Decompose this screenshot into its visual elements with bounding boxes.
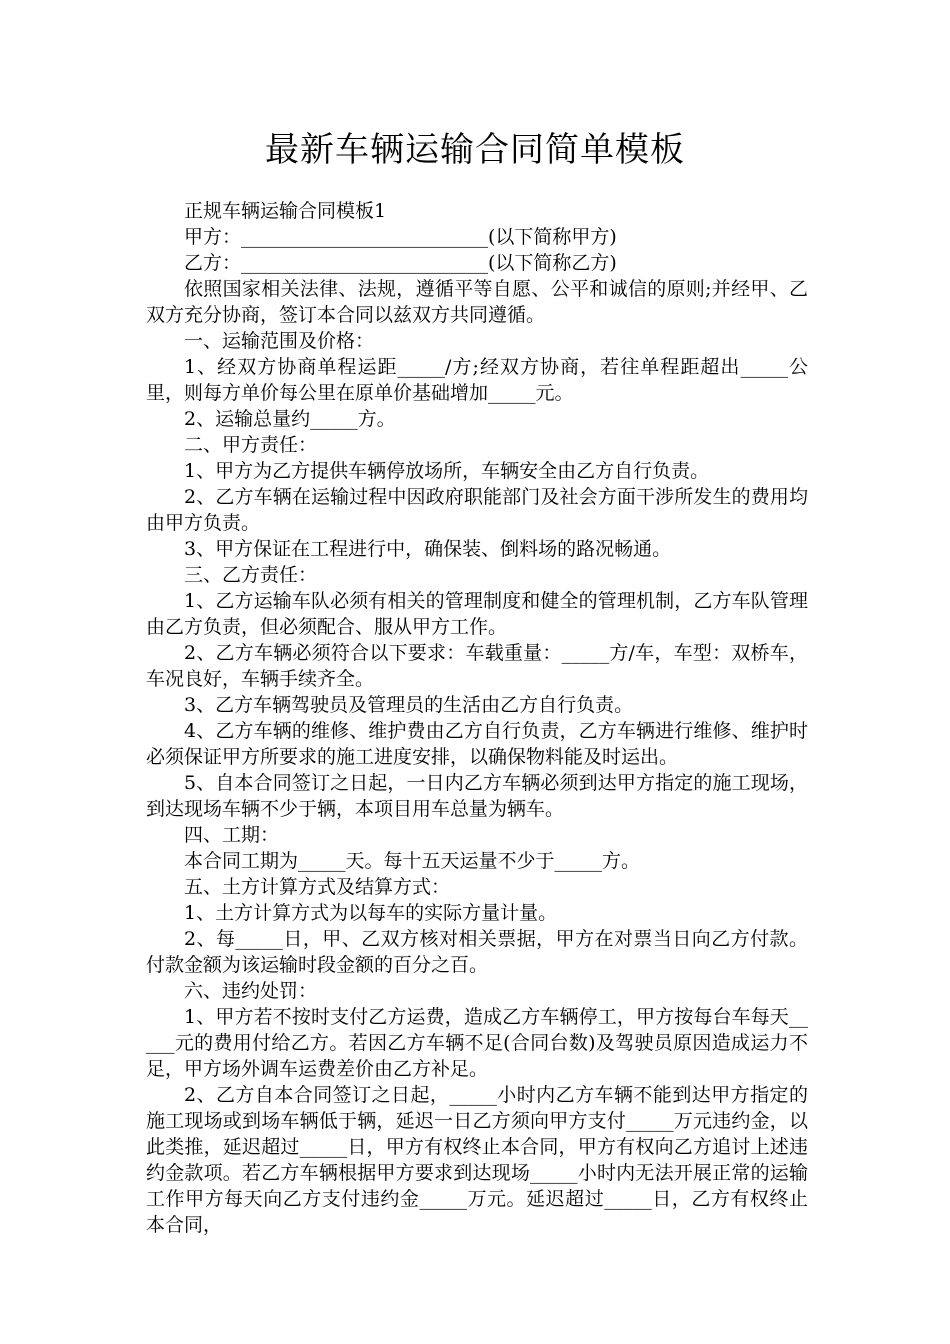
clause-paragraph: 4、乙方车辆的维修、维护费由乙方自行负责，乙方车辆进行维修、维护时必须保证甲方所要求的施工进度安排，以确保物料能及时运出。 — [146, 720, 808, 768]
clause-paragraph: 3、甲方保证在工程进行中，确保装、倒料场的路况畅通。 — [184, 538, 672, 560]
clause-paragraph: 1、经双方协商单程运距_____/方;经双方协商，若往单程距超出_____公里，则每方单价每公里在原单价基础增加_____元。 — [146, 356, 808, 404]
clause-paragraph: 2、乙方自本合同签订之日起，_____小时内乙方车辆不能到达甲方指定的施工现场或到场车辆低于辆，延迟一日乙方须向甲方支付_____万元违约金，以此类推，延迟超过_____日，甲方有权终止本合同，甲方有权向乙方追讨上述违约金款项。若乙方车辆根据甲方要求到达现场_____小时内无法开展正常的运输工作甲方每天向乙方支付违约金_____万元。延迟超过_____日，乙方有权终止本合同， — [146, 1084, 808, 1236]
subtitle: 正规车辆运输合同模板1 — [184, 200, 387, 222]
document-title: 最新车辆运输合同简单模板 — [265, 130, 685, 170]
clause-paragraph: 本合同工期为_____天。每十五天运量不少于_____方。 — [184, 850, 641, 872]
clause-paragraph: 2、运输总量约_____方。 — [184, 408, 396, 430]
clause-paragraph: 1、土方计算方式为以每车的实际方量计量。 — [184, 902, 558, 924]
clause-paragraph: 2、乙方车辆必须符合以下要求：车载重量：_____方/车，车型：双桥车，车况良好，车辆手续齐全。 — [146, 642, 808, 690]
clause-paragraph: 1、甲方若不按时支付乙方运费，造成乙方车辆停工，甲方按每台车每天_____元的费用付给乙方。若因乙方车辆不足(合同台数)及驾驶员原因造成运力不足，甲方场外调车运费差价由乙方补足。 — [146, 1006, 808, 1080]
section-heading-1: 一、运输范围及价格： — [184, 330, 375, 352]
section-heading-6: 六、违约处罚： — [184, 980, 318, 1002]
clause-paragraph: 5、自本合同签订之日起，一日内乙方车辆必须到达甲方指定的施工现场，到达现场车辆不少于辆，本项目用车总量为辆车。 — [146, 772, 808, 820]
party-a-line: 甲方：__________________________(以下简称甲方) — [184, 226, 617, 248]
clause-paragraph: 1、乙方运输车队必须有相关的管理制度和健全的管理机制，乙方车队管理由乙方负责，但必须配合、服从甲方工作。 — [146, 590, 808, 638]
clause-paragraph: 2、每_____日，甲、乙双方核对相关票据，甲方在对票当日向乙方付款。付款金额为该运输时段金额的百分之百。 — [146, 928, 808, 976]
clause-paragraph: 2、乙方车辆在运输过程中因政府职能部门及社会方面干涉所发生的费用均由甲方负责。 — [146, 486, 808, 534]
section-heading-2: 二、甲方责任： — [184, 434, 318, 456]
clause-paragraph: 1、甲方为乙方提供车辆停放场所，车辆安全由乙方自行负责。 — [184, 460, 710, 482]
section-heading-5: 五、土方计算方式及结算方式： — [184, 876, 451, 898]
section-heading-4: 四、工期： — [184, 824, 280, 846]
party-b-line: 乙方：__________________________(以下简称乙方) — [184, 252, 617, 274]
section-heading-3: 三、乙方责任： — [184, 564, 318, 586]
preamble-paragraph: 依照国家相关法律、法规，遵循平等自愿、公平和诚信的原则;并经甲、乙双方充分协商，签订本合同以兹双方共同遵循。 — [146, 278, 808, 326]
document-body — [146, 198, 808, 1238]
clause-paragraph: 3、乙方车辆驾驶员及管理员的生活由乙方自行负责。 — [184, 694, 634, 716]
